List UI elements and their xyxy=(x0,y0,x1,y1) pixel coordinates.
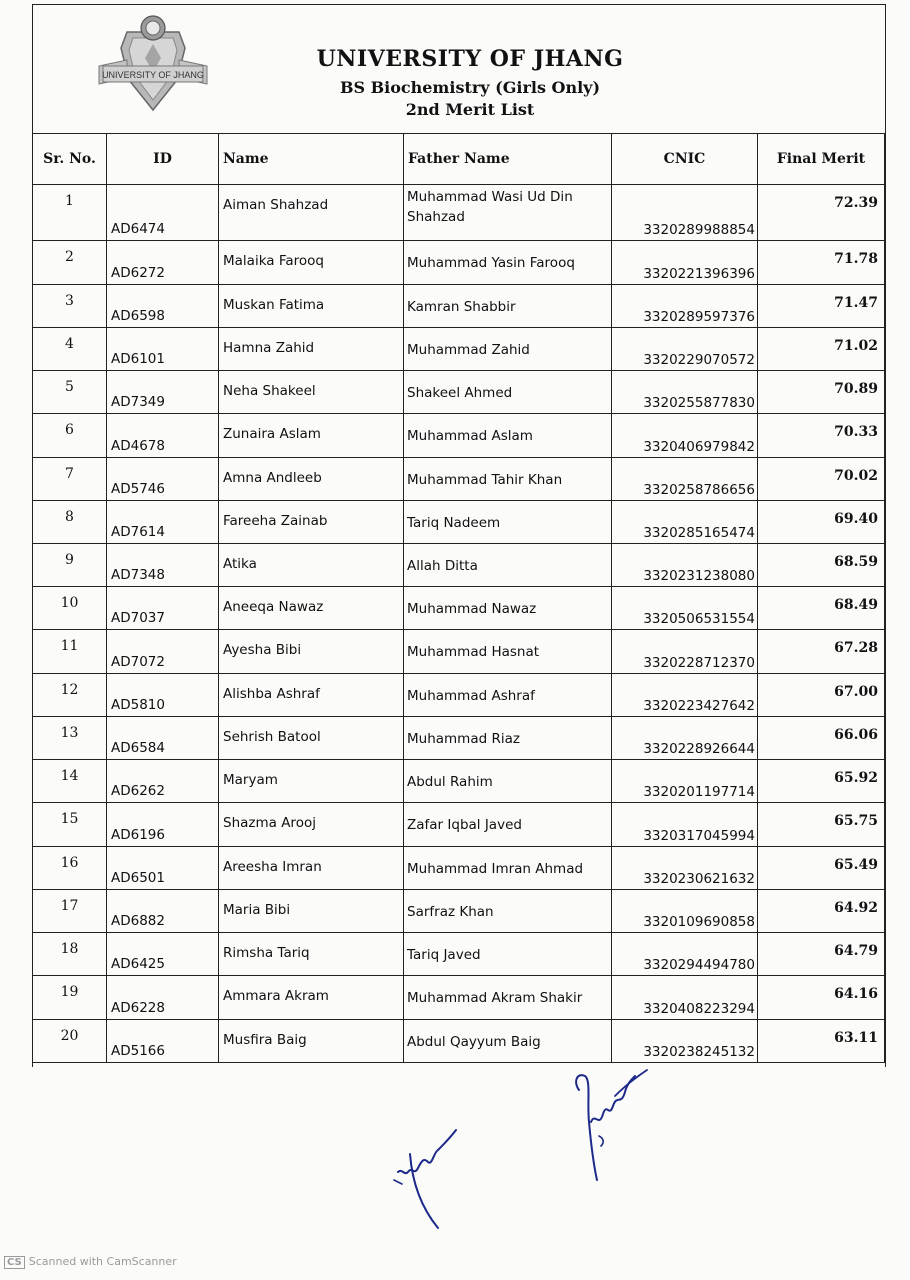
cell-name: Muskan Fatima xyxy=(219,284,404,327)
program-title: BS Biochemistry (Girls Only) xyxy=(339,78,601,97)
col-header-father-name: Father Name xyxy=(404,134,612,185)
table-row xyxy=(33,284,885,327)
cell-sr-no: 11 xyxy=(33,630,107,673)
cell-final-merit: 63.11 xyxy=(758,1019,885,1062)
cell-cnic: 3320285165474 xyxy=(612,500,758,543)
cell-name: Rimsha Tariq xyxy=(219,933,404,976)
cell-cnic: 3320229070572 xyxy=(612,327,758,370)
logo-text: UNIVERSITY OF JHANG xyxy=(102,70,204,80)
table-row xyxy=(33,414,885,457)
col-header-name: Name xyxy=(219,134,404,185)
cell-sr-no: 3 xyxy=(33,284,107,327)
signature-left xyxy=(380,1110,480,1240)
cell-sr-no: 18 xyxy=(33,933,107,976)
cell-id: AD6272 xyxy=(107,241,219,284)
table-row xyxy=(33,889,885,932)
cell-cnic: 3320408223294 xyxy=(612,976,758,1019)
cell-name: Aneeqa Nawaz xyxy=(219,587,404,630)
cell-father-name: Muhammad Riaz xyxy=(404,716,612,759)
cell-sr-no: 10 xyxy=(33,587,107,630)
cell-id: AD7037 xyxy=(107,587,219,630)
cell-father-name: Muhammad Akram Shakir xyxy=(404,976,612,1019)
cell-name: Aiman Shahzad xyxy=(219,185,404,241)
cell-cnic: 3320230621632 xyxy=(612,846,758,889)
cell-final-merit: 70.89 xyxy=(758,371,885,414)
cell-cnic: 3320109690858 xyxy=(612,889,758,932)
cell-id: AD6262 xyxy=(107,760,219,803)
table-row xyxy=(33,457,885,500)
cell-cnic: 3320289597376 xyxy=(612,284,758,327)
table-row xyxy=(33,241,885,284)
cell-name: Zunaira Aslam xyxy=(219,414,404,457)
cell-name: Maria Bibi xyxy=(219,889,404,932)
cell-final-merit: 70.02 xyxy=(758,457,885,500)
cell-final-merit: 64.92 xyxy=(758,889,885,932)
cell-name: Neha Shakeel xyxy=(219,371,404,414)
cell-cnic: 3320223427642 xyxy=(612,673,758,716)
table-header-row xyxy=(33,134,885,185)
table-body xyxy=(33,185,885,1063)
table-row xyxy=(33,543,885,586)
cell-cnic: 3320406979842 xyxy=(612,414,758,457)
cell-final-merit: 68.59 xyxy=(758,543,885,586)
table-row xyxy=(33,185,885,241)
table-row xyxy=(33,630,885,673)
cell-sr-no: 13 xyxy=(33,716,107,759)
cell-cnic: 3320228712370 xyxy=(612,630,758,673)
cell-id: AD6584 xyxy=(107,716,219,759)
cell-final-merit: 64.16 xyxy=(758,976,885,1019)
cell-id: AD6425 xyxy=(107,933,219,976)
cell-name: Malaika Farooq xyxy=(219,241,404,284)
cell-id: AD7072 xyxy=(107,630,219,673)
col-header-final-merit: Final Merit xyxy=(758,134,885,185)
cell-final-merit: 66.06 xyxy=(758,716,885,759)
cell-cnic: 3320317045994 xyxy=(612,803,758,846)
table-row xyxy=(33,760,885,803)
cell-father-name: Muhammad Hasnat xyxy=(404,630,612,673)
cell-name: Atika xyxy=(219,543,404,586)
cell-final-merit: 71.02 xyxy=(758,327,885,370)
cell-father-name: Shakeel Ahmed xyxy=(404,371,612,414)
cell-cnic: 3320238245132 xyxy=(612,1019,758,1062)
cell-sr-no: 4 xyxy=(33,327,107,370)
cell-cnic: 3320231238080 xyxy=(612,543,758,586)
table-row xyxy=(33,933,885,976)
cell-final-merit: 69.40 xyxy=(758,500,885,543)
cell-cnic: 3320258786656 xyxy=(612,457,758,500)
cell-father-name: Sarfraz Khan xyxy=(404,889,612,932)
cell-sr-no: 19 xyxy=(33,976,107,1019)
col-header-id: ID xyxy=(107,134,219,185)
table-row xyxy=(33,803,885,846)
university-logo xyxy=(97,14,209,118)
cell-sr-no: 5 xyxy=(33,371,107,414)
cell-sr-no: 14 xyxy=(33,760,107,803)
cell-father-name: Abdul Rahim xyxy=(404,760,612,803)
cell-father-name: Muhammad Nawaz xyxy=(404,587,612,630)
cell-father-name: Muhammad Yasin Farooq xyxy=(404,241,612,284)
cell-id: AD6501 xyxy=(107,846,219,889)
scanner-text: Scanned with CamScanner xyxy=(28,1255,177,1268)
col-header-cnic: CNIC xyxy=(612,134,758,185)
university-name: UNIVERSITY OF JHANG xyxy=(316,46,624,72)
cell-final-merit: 71.47 xyxy=(758,284,885,327)
table-row xyxy=(33,500,885,543)
cell-final-merit: 65.75 xyxy=(758,803,885,846)
cell-id: AD7348 xyxy=(107,543,219,586)
cell-father-name: Tariq Nadeem xyxy=(404,500,612,543)
cell-sr-no: 20 xyxy=(33,1019,107,1062)
cell-final-merit: 64.79 xyxy=(758,933,885,976)
cell-sr-no: 9 xyxy=(33,543,107,586)
merit-table xyxy=(32,133,885,1063)
cell-cnic: 3320289988854 xyxy=(612,185,758,241)
cell-cnic: 3320255877830 xyxy=(612,371,758,414)
cell-id: AD6196 xyxy=(107,803,219,846)
cell-id: AD6882 xyxy=(107,889,219,932)
cell-name: Fareeha Zainab xyxy=(219,500,404,543)
table-row xyxy=(33,1019,885,1062)
cell-father-name: Muhammad Ashraf xyxy=(404,673,612,716)
cell-father-name: Allah Ditta xyxy=(404,543,612,586)
cell-sr-no: 16 xyxy=(33,846,107,889)
cell-id: AD6598 xyxy=(107,284,219,327)
cell-final-merit: 65.92 xyxy=(758,760,885,803)
cell-id: AD7614 xyxy=(107,500,219,543)
cell-id: AD5166 xyxy=(107,1019,219,1062)
cell-final-merit: 71.78 xyxy=(758,241,885,284)
cell-sr-no: 15 xyxy=(33,803,107,846)
cell-name: Musfira Baig xyxy=(219,1019,404,1062)
cell-cnic: 3320228926644 xyxy=(612,716,758,759)
table-row xyxy=(33,716,885,759)
cell-name: Amna Andleeb xyxy=(219,457,404,500)
table-row xyxy=(33,327,885,370)
cell-id: AD5810 xyxy=(107,673,219,716)
signature-right xyxy=(565,1062,665,1192)
cell-final-merit: 68.49 xyxy=(758,587,885,630)
cell-sr-no: 2 xyxy=(33,241,107,284)
cell-id: AD4678 xyxy=(107,414,219,457)
cell-name: Hamna Zahid xyxy=(219,327,404,370)
cell-name: Ayesha Bibi xyxy=(219,630,404,673)
cell-id: AD5746 xyxy=(107,457,219,500)
cell-name: Sehrish Batool xyxy=(219,716,404,759)
cell-id: AD6228 xyxy=(107,976,219,1019)
table-row xyxy=(33,976,885,1019)
cell-final-merit: 72.39 xyxy=(758,185,885,241)
cell-cnic: 3320221396396 xyxy=(612,241,758,284)
cell-id: AD6474 xyxy=(107,185,219,241)
table-row xyxy=(33,587,885,630)
cell-father-name: Muhammad Zahid xyxy=(404,327,612,370)
cell-father-name: Kamran Shabbir xyxy=(404,284,612,327)
cell-final-merit: 67.00 xyxy=(758,673,885,716)
cell-final-merit: 70.33 xyxy=(758,414,885,457)
cell-cnic: 3320294494780 xyxy=(612,933,758,976)
table-row xyxy=(33,846,885,889)
cell-cnic: 3320506531554 xyxy=(612,587,758,630)
cell-name: Ammara Akram xyxy=(219,976,404,1019)
document-header xyxy=(270,46,670,119)
camscanner-badge-icon: CS xyxy=(4,1256,25,1269)
scanner-watermark xyxy=(4,1255,177,1269)
cell-father-name: Tariq Javed xyxy=(404,933,612,976)
cell-name: Areesha Imran xyxy=(219,846,404,889)
cell-father-name: Muhammad Imran Ahmad xyxy=(404,846,612,889)
cell-name: Maryam xyxy=(219,760,404,803)
cell-father-name: Zafar Iqbal Javed xyxy=(404,803,612,846)
table-row xyxy=(33,673,885,716)
cell-sr-no: 7 xyxy=(33,457,107,500)
cell-name: Alishba Ashraf xyxy=(219,673,404,716)
col-header-sr-no: Sr. No. xyxy=(33,134,107,185)
cell-name: Shazma Arooj xyxy=(219,803,404,846)
cell-final-merit: 67.28 xyxy=(758,630,885,673)
cell-sr-no: 1 xyxy=(33,185,107,241)
merit-list-title: 2nd Merit List xyxy=(405,100,535,119)
cell-cnic: 3320201197714 xyxy=(612,760,758,803)
cell-sr-no: 12 xyxy=(33,673,107,716)
table-row xyxy=(33,371,885,414)
cell-id: AD7349 xyxy=(107,371,219,414)
cell-id: AD6101 xyxy=(107,327,219,370)
cell-father-name: Muhammad Tahir Khan xyxy=(404,457,612,500)
cell-father-name: Muhammad Wasi Ud Din Shahzad xyxy=(404,185,612,241)
cell-sr-no: 8 xyxy=(33,500,107,543)
cell-sr-no: 17 xyxy=(33,889,107,932)
cell-sr-no: 6 xyxy=(33,414,107,457)
cell-final-merit: 65.49 xyxy=(758,846,885,889)
cell-father-name: Abdul Qayyum Baig xyxy=(404,1019,612,1062)
cell-father-name: Muhammad Aslam xyxy=(404,414,612,457)
